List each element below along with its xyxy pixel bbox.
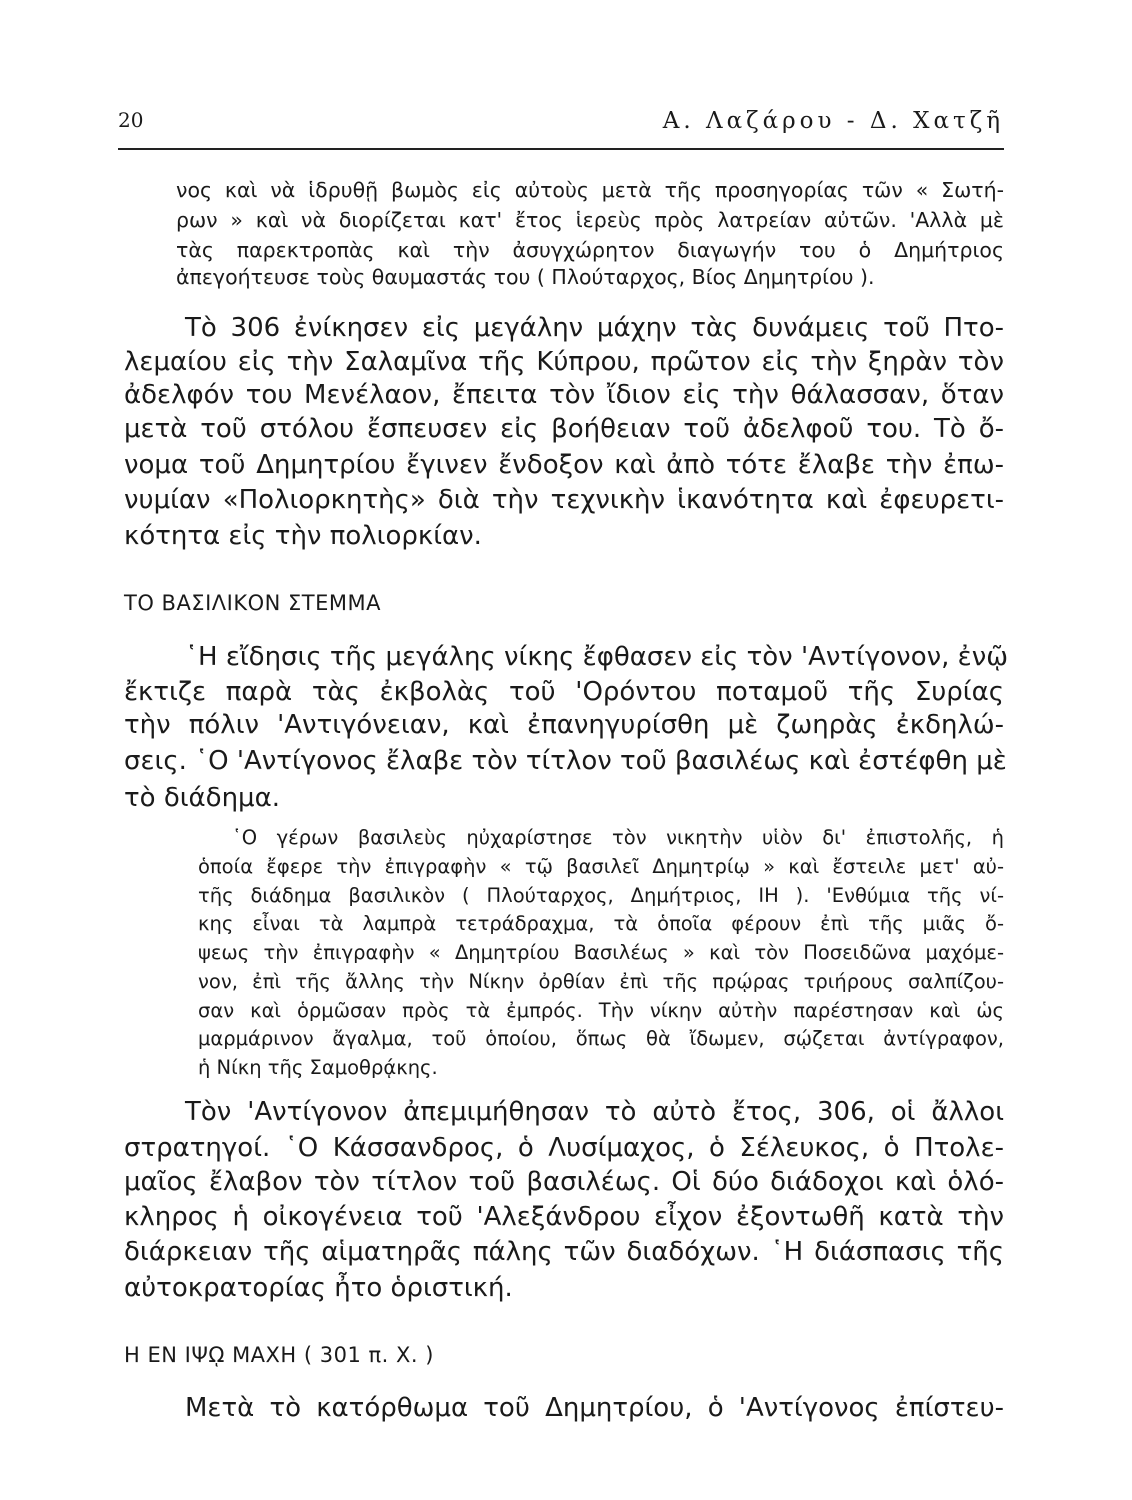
section-heading-royal-crown: ΤΟ ΒΑΣΙΛΙΚΟΝ ΣΤΕΜΜΑ: [124, 591, 381, 615]
paragraph-1-line: ἀδελφόν του Μενέλαον, ἔπειτα τὸν ἴδιον εἰς τὴν θάλασσαν, ὅταν: [124, 380, 1004, 410]
footnote-line: σαν καὶ ὁρμῶσαν πρὸς τὰ ἐμπρός. Τὴν νίκην αὐτὴν παρέστησαν καὶ ὡς: [198, 999, 1004, 1022]
top-note-line: ρων » καὶ νὰ διορίζεται κατ' ἔτος ἱερεὺς πρὸς λατρείαν αὐτῶν. 'Αλλὰ μὲ: [176, 208, 1004, 232]
paragraph-3-line: στρατηγοί. ῾Ο Κάσσανδρος, ὁ Λυσίμαχος, ὁ Σέλευκος, ὁ Πτολε-: [124, 1133, 1004, 1163]
paragraph-4-line: Μετὰ τὸ κατόρθωμα τοῦ Δημητρίου, ὁ 'Αντίγονος ἐπίστευ-: [185, 1393, 1004, 1423]
paragraph-1-line: Τὸ 306 ἐνίκησεν εἰς μεγάλην μάχην τὰς δυνάμεις τοῦ Πτο-: [185, 313, 1004, 343]
footnote-line: ὁποία ἔφερε τὴν ἐπιγραφὴν « τῷ βασιλεῖ Δημητρίῳ » καὶ ἔστειλε μετ' αὐ-: [198, 855, 1004, 878]
header-rule: [118, 148, 1004, 150]
paragraph-2-line: ῾Η εἴδησις τῆς μεγάλης νίκης ἔφθασεν εἰς τὸν 'Αντίγονον, ἐνῷ: [185, 642, 1008, 672]
paragraph-3-line: μαῖος ἔλαβον τὸν τίτλον τοῦ βασιλέως. Οἱ δύο διάδοχοι καὶ ὁλό-: [124, 1167, 1004, 1197]
top-note-line: νος καὶ νὰ ἱδρυθῇ βωμὸς εἰς αὐτοὺς μετὰ τῆς προσηγορίας τῶν « Σωτή-: [176, 178, 1004, 202]
paragraph-3-line: διάρκειαν τῆς αἱματηρᾶς πάλης τῶν διαδόχων. ῾Η διάσπασις τῆς: [124, 1237, 1004, 1267]
paragraph-2-line: τὴν πόλιν 'Αντιγόνειαν, καὶ ἐπανηγυρίσθη μὲ ζωηρὰς ἐκδηλώ-: [124, 710, 1004, 740]
paragraph-2-line: ἔκτιζε παρὰ τὰς ἐκβολὰς τοῦ 'Ορόντου ποταμοῦ τῆς Συρίας: [124, 677, 1004, 707]
paragraph-2-line: σεις. ῾Ο 'Αντίγονος ἔλαβε τὸν τίτλον τοῦ βασιλέως καὶ ἐστέφθη μὲ: [124, 746, 1007, 776]
page-header: [118, 108, 1004, 144]
paragraph-1-line: λεμαίου εἰς τὴν Σαλαμῖνα τῆς Κύπρου, πρῶτον εἰς τὴν ξηρὰν τὸν: [124, 347, 1004, 377]
paragraph-1-line: νομα τοῦ Δημητρίου ἔγινεν ἔνδοξον καὶ ἀπὸ τότε ἔλαβε τὴν ἐπω-: [124, 450, 1004, 480]
paragraph-3-line: αὐτοκρατορίας ἦτο ὁριστική.: [124, 1273, 513, 1303]
footnote-line: μαρμάρινον ἄγαλμα, τοῦ ὁποίου, ὅπως θὰ ἴδωμεν, σῴζεται ἀντίγραφον,: [198, 1027, 1004, 1050]
footnote-line: ἡ Νίκη τῆς Σαμοθρᾴκης.: [198, 1056, 438, 1079]
paragraph-1-line: νυμίαν «Πολιορκητὴς» διὰ τὴν τεχνικὴν ἱκανότητα καὶ ἐφευρετι-: [124, 485, 1004, 515]
page-number: 20: [118, 108, 144, 132]
top-note-line: τὰς παρεκτροπὰς καὶ τὴν ἀσυγχώρητον διαγωγήν του ὁ Δημήτριος: [176, 238, 1004, 262]
paragraph-1-line: κότητα εἰς τὴν πολιορκίαν.: [124, 521, 482, 551]
footnote-line: ῾Ο γέρων βασιλεὺς ηὐχαρίστησε τὸν νικητὴν υἱὸν δι' ἐπιστολῆς, ἡ: [232, 826, 1004, 849]
section-heading-battle-of-ipsus: Η ΕΝ ΙΨῼ ΜΑΧΗ ( 301 π. Χ. ): [124, 1343, 434, 1367]
footnote-line: τῆς διάδημα βασιλικὸν ( Πλούταρχος, Δημήτριος, ΙΗ ). 'Ενθύμια τῆς νί-: [198, 884, 1004, 907]
footnote-line: ψεως τὴν ἐπιγραφὴν « Δημητρίου Βασιλέως » καὶ τὸν Ποσειδῶνα μαχόμε-: [198, 941, 1004, 964]
footnote-line: κης εἶναι τὰ λαμπρὰ τετράδραχμα, τὰ ὁποῖα φέρουν ἐπὶ τῆς μιᾶς ὄ-: [198, 912, 1004, 935]
top-note-line: ἀπεγοήτευσε τοὺς θαυμαστάς του ( Πλούταρχος, Βίος Δημητρίου ).: [176, 265, 875, 289]
paragraph-1-line: μετὰ τοῦ στόλου ἔσπευσεν εἰς βοήθειαν τοῦ ἀδελφοῦ του. Τὸ ὄ-: [124, 414, 1004, 444]
paragraph-3-line: Τὸν 'Αντίγονον ἀπεμιμήθησαν τὸ αὐτὸ ἔτος, 306, οἱ ἄλλοι: [185, 1097, 1004, 1127]
running-title: Α. Λαζάρου - Δ. Χατζῆ: [662, 108, 1004, 134]
footnote-line: νον, ἐπὶ τῆς ἄλλης τὴν Νίκην ὀρθίαν ἐπὶ τῆς πρῴρας τριήρους σαλπίζου-: [198, 970, 1004, 993]
paragraph-3-line: κληρος ἡ οἰκογένεια τοῦ 'Αλεξάνδρου εἶχον ἐξοντωθῆ κατὰ τὴν: [124, 1202, 1004, 1232]
paragraph-2-line: τὸ διάδημα.: [124, 783, 280, 813]
